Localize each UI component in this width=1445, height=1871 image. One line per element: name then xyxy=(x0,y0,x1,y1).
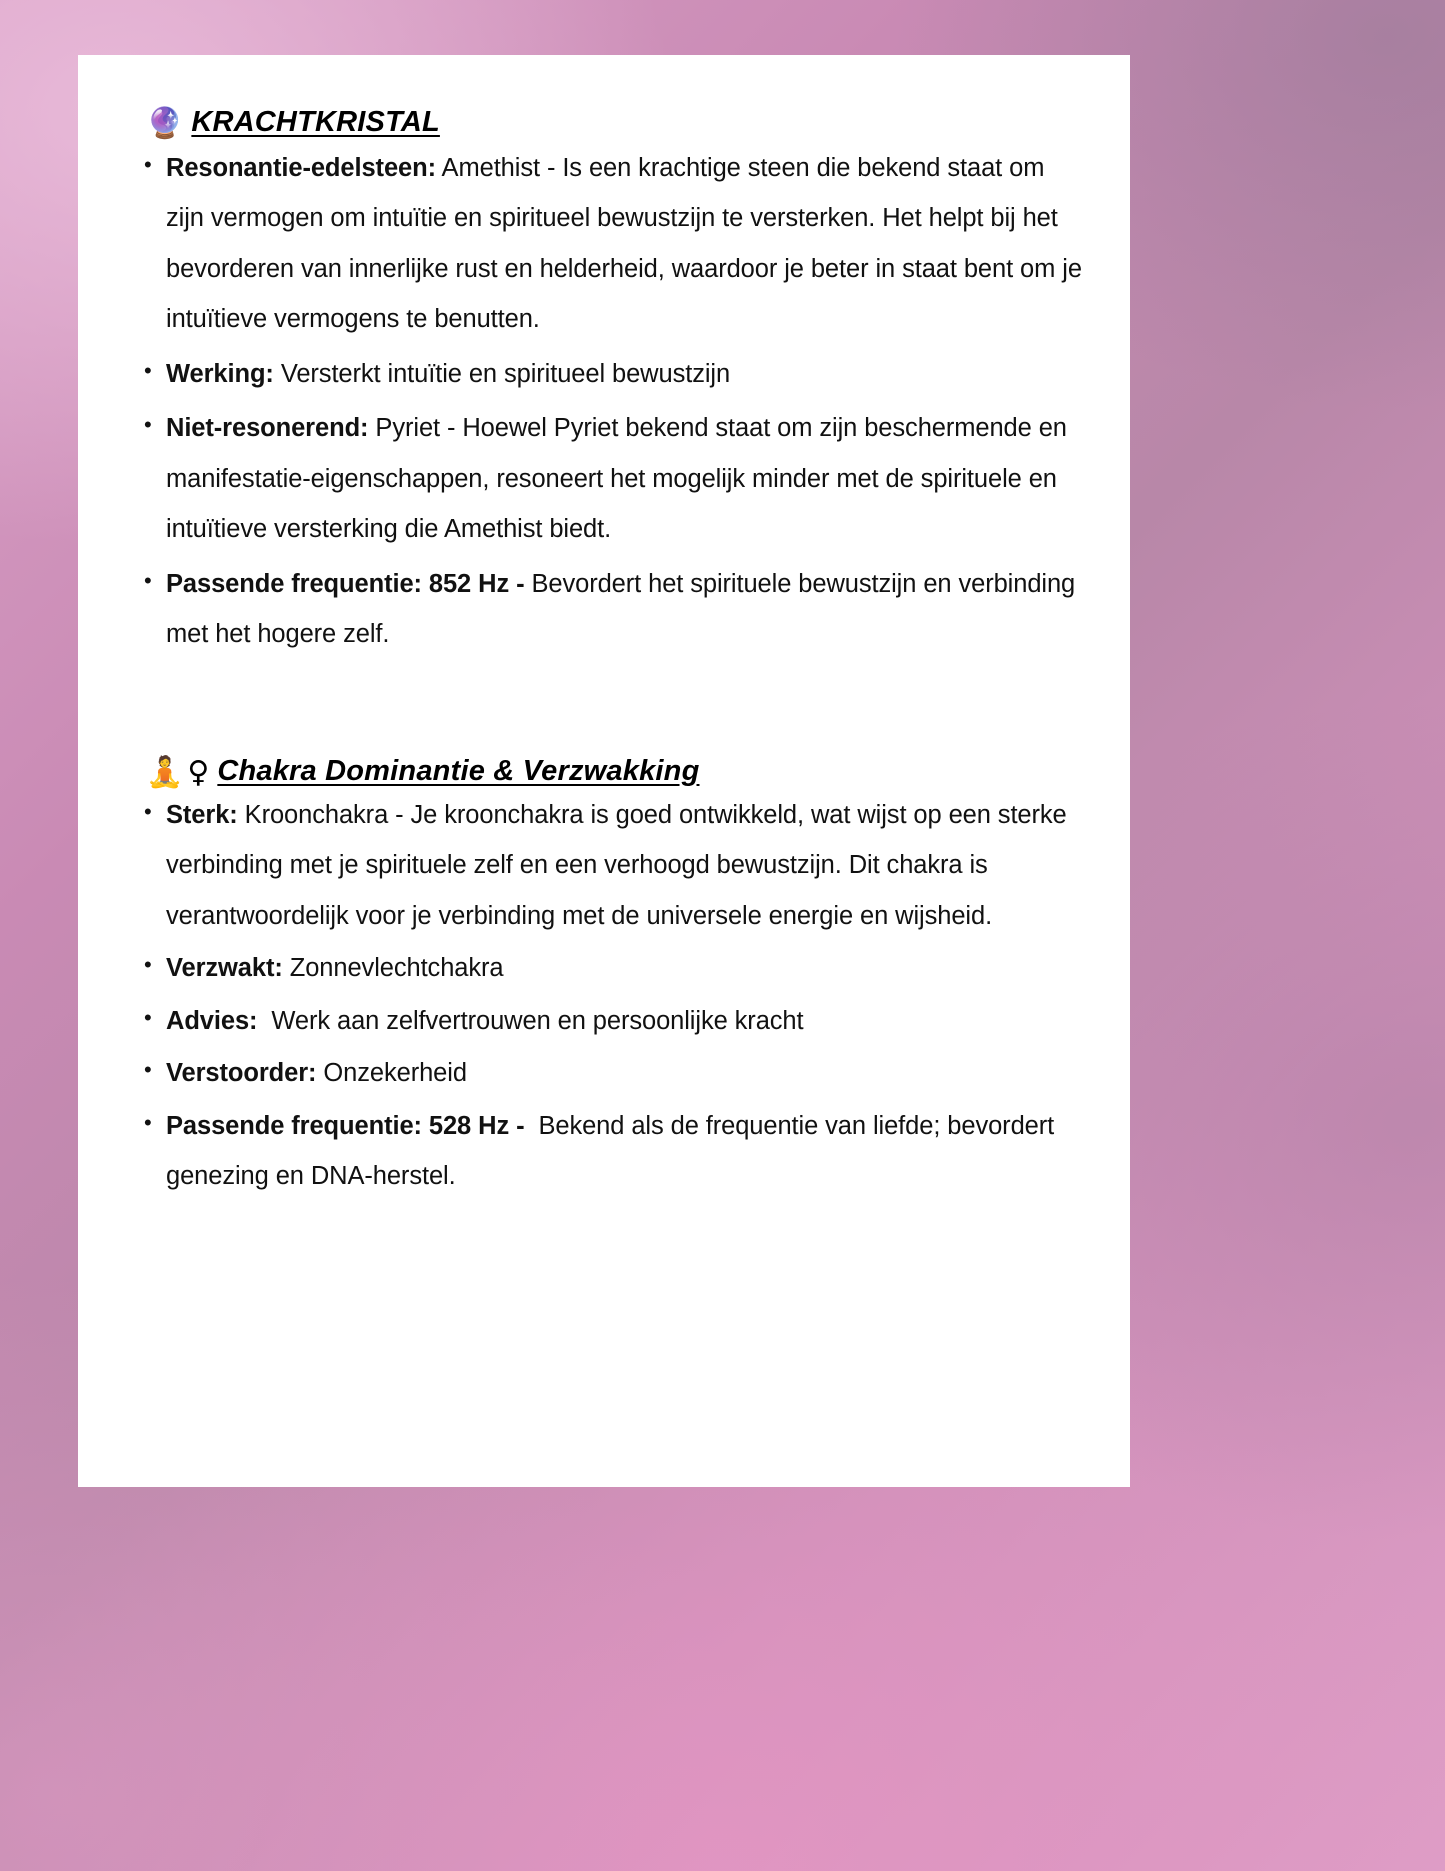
section-title: Chakra Dominantie & Verzwakking xyxy=(217,754,700,787)
female-sign-icon: ♀ xyxy=(187,754,210,790)
bullet-text: Zonnevlechtchakra xyxy=(282,954,504,983)
list-item xyxy=(124,403,1084,554)
list-item xyxy=(124,1048,1084,1098)
bullet-text: Werk aan zelfvertrouwen en persoonlijke kracht xyxy=(257,1006,804,1035)
bullet-label: Werking: xyxy=(166,359,274,388)
list-item xyxy=(124,1101,1084,1202)
bullet-text: Onzekerheid xyxy=(316,1059,467,1088)
section-heading-krachtkristal xyxy=(146,106,1084,141)
list-item xyxy=(124,943,1084,993)
bullet-text: Bekend als de frequentie van liefde; bevordert genezing en DNA-herstel. xyxy=(166,1111,1062,1191)
section-krachtkristal xyxy=(124,107,1084,660)
bullet-label: Sterk: xyxy=(166,800,238,829)
list-item xyxy=(124,143,1084,345)
section-chakra-dominantie-verzwakking xyxy=(124,756,1084,1202)
section-heading-chakra xyxy=(146,754,1084,790)
bullet-label: Niet-resonerend: xyxy=(166,414,369,443)
bullet-text: Bevordert het spirituele bewustzijn en verbinding met het hogere zelf. xyxy=(166,569,1076,649)
bullet-text: Kroonchakra - Je kroonchakra is goed ontwikkeld, wat wijst op een sterke verbinding met je spirituele zelf en een verhoogd bewustzijn. Dit chakra is verantwoordelijk voor je verbinding met de universele energie en wijsheid. xyxy=(166,800,1067,930)
list-item xyxy=(124,349,1084,399)
list-item xyxy=(124,559,1084,660)
section-title: KRACHTKRISTAL xyxy=(191,106,440,138)
person-in-lotus-position-icon: 🧘 xyxy=(146,754,184,790)
bullet-label: Verzwakt: xyxy=(166,954,283,983)
bullet-list-krachtkristal xyxy=(124,143,1084,660)
bullet-label: Advies: xyxy=(166,1006,258,1035)
bullet-list-chakra xyxy=(124,790,1084,1202)
bullet-label: Resonantie-edelsteen: xyxy=(166,154,436,182)
bullet-text: Pyriet - Hoewel Pyriet bekend staat om zijn beschermende en manifestatie-eigenschappen, resoneert het mogelijk minder met de spirituele en intuïtieve versterking die Amethist biedt. xyxy=(166,414,1067,544)
bullet-text: Amethist - Is een krachtige steen die bekend staat om zijn vermogen om intuïtie en spiritueel bewustzijn te versterken. Het helpt bij het bevorderen van innerlijke rust en helderheid, waardoor je beter in staat bent om je intuïtieve vermogens te benutten. xyxy=(166,154,1082,334)
bullet-label: Passende frequentie: 852 Hz - xyxy=(166,569,525,598)
section-spacer xyxy=(124,664,1084,756)
bullet-text: Versterkt intuïtie en spiritueel bewustzijn xyxy=(273,359,731,388)
list-item xyxy=(124,996,1084,1046)
list-item xyxy=(124,790,1084,941)
bullet-label: Passende frequentie: 528 Hz - xyxy=(166,1111,525,1140)
crystal-ball-icon: 🔮 xyxy=(146,106,184,141)
document-card xyxy=(78,55,1130,1487)
bullet-label: Verstoorder: xyxy=(166,1059,317,1088)
